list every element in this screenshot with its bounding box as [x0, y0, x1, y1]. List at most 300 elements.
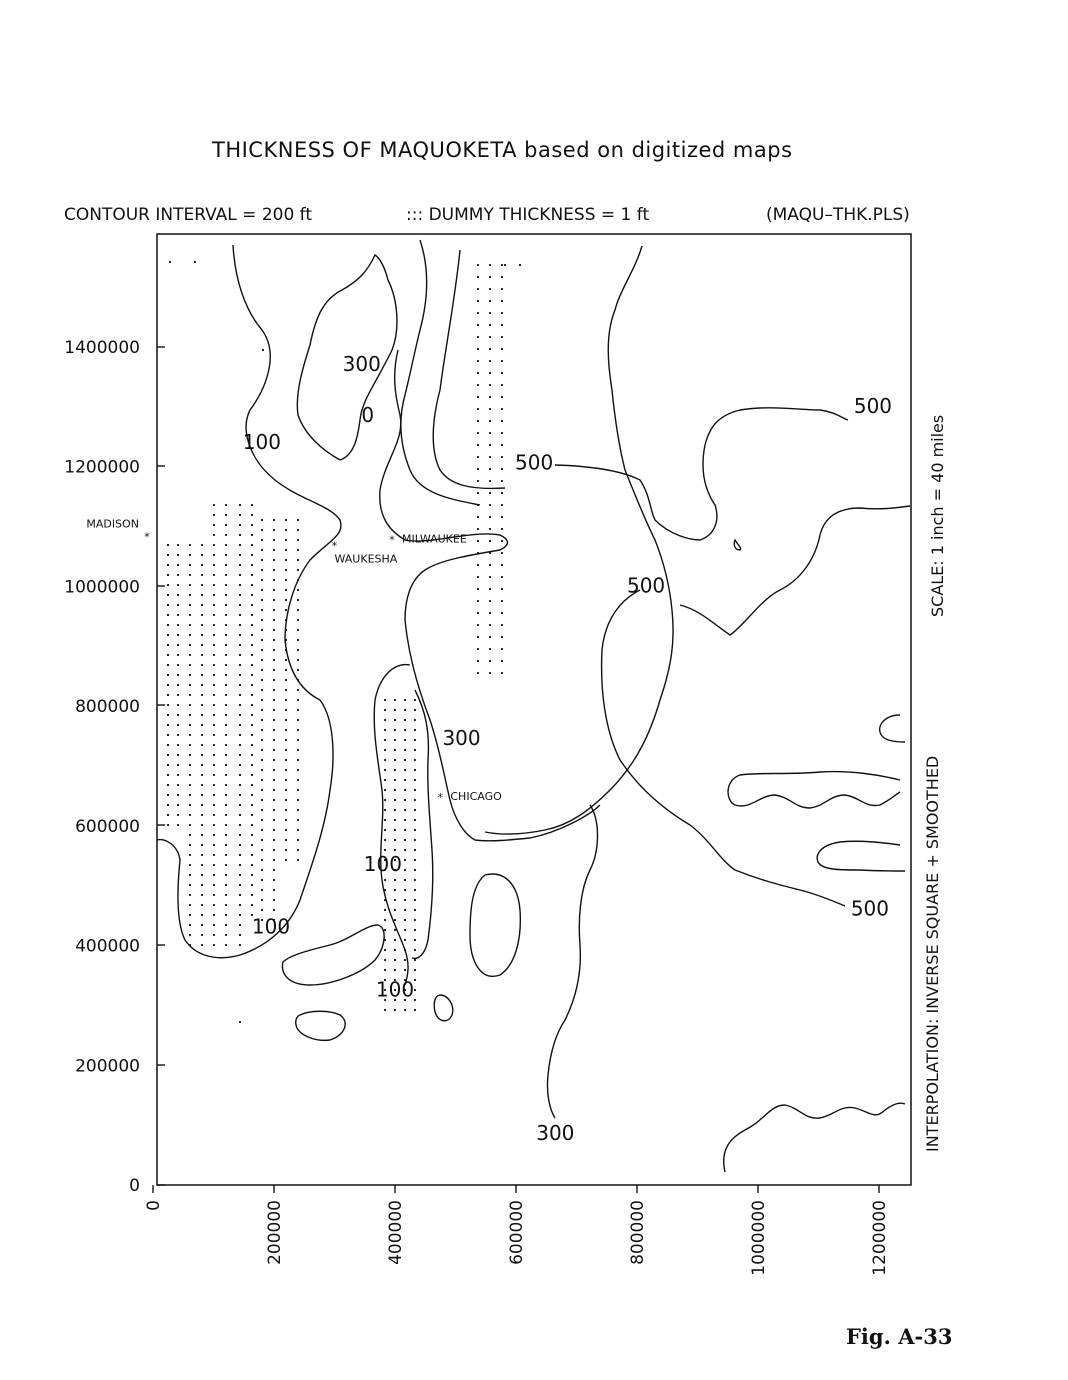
dummy-dot [189, 854, 191, 856]
dummy-dot [404, 919, 406, 921]
contour-loop-4 [734, 540, 740, 550]
dummy-dot [201, 794, 203, 796]
dummy-dot [225, 554, 227, 556]
dummy-dot [189, 684, 191, 686]
dummy-dot [477, 456, 479, 458]
city-label: MILWAUKEE [401, 532, 467, 546]
dummy-dot [239, 654, 241, 656]
dummy-dot [297, 649, 299, 651]
dummy-dot [225, 724, 227, 726]
dummy-dot [501, 564, 503, 566]
dummy-dot [225, 814, 227, 816]
dummy-dot [297, 769, 299, 771]
dummy-dot [501, 624, 503, 626]
dummy-dot [394, 949, 396, 951]
dummy-dot [251, 564, 253, 566]
dummy-dot [414, 949, 416, 951]
dummy-dot [213, 524, 215, 526]
dummy-dot [177, 824, 179, 826]
dummy-dot [201, 854, 203, 856]
dummy-dot [273, 769, 275, 771]
dummy-dot [273, 819, 275, 821]
dummy-dot [213, 654, 215, 656]
dummy-dot [177, 764, 179, 766]
dummy-dot [251, 604, 253, 606]
dummy-dot [213, 884, 215, 886]
y-tick-label: 1400000 [64, 338, 140, 358]
dummy-dot [297, 839, 299, 841]
dummy-dot [251, 814, 253, 816]
dummy-dot [394, 799, 396, 801]
dummy-dot [201, 884, 203, 886]
dummy-dot [273, 789, 275, 791]
dummy-dot [167, 754, 169, 756]
dummy-dot [177, 694, 179, 696]
dummy-dot [414, 859, 416, 861]
dummy-dot [489, 660, 491, 662]
dummy-dot [273, 809, 275, 811]
y-axis-labels [64, 338, 140, 1196]
dummy-dot [273, 839, 275, 841]
dummy-dot [404, 709, 406, 711]
dummy-dot [414, 1009, 416, 1011]
dummy-dot [414, 979, 416, 981]
dummy-dot [297, 609, 299, 611]
dummy-dot [201, 544, 203, 546]
dummy-dot [404, 759, 406, 761]
dummy-dot [167, 764, 169, 766]
dummy-dot [501, 528, 503, 530]
dummy-dot [261, 849, 263, 851]
dummy-dot [251, 824, 253, 826]
dummy-dot [189, 694, 191, 696]
dummy-dot [177, 594, 179, 596]
dummy-dot [239, 614, 241, 616]
dummy-dot [414, 909, 416, 911]
dummy-dot [225, 514, 227, 516]
dummy-dot [225, 564, 227, 566]
dummy-dot [201, 864, 203, 866]
contour-label: 100 [251, 914, 291, 939]
dummy-dot [285, 719, 287, 721]
dummy-dot [261, 859, 263, 861]
dummy-dot [213, 774, 215, 776]
dummy-dot [477, 624, 479, 626]
dummy-dot [225, 854, 227, 856]
city-label: CHICAGO [450, 789, 502, 803]
dummy-dot [177, 774, 179, 776]
dummy-dot [477, 600, 479, 602]
dummy-dot [489, 288, 491, 290]
dummy-dot [177, 724, 179, 726]
dummy-dot [384, 809, 386, 811]
dummy-dot [273, 799, 275, 801]
dummy-dot [285, 529, 287, 531]
dummy-dot [167, 774, 169, 776]
dummy-dot [213, 604, 215, 606]
dummy-dot [489, 480, 491, 482]
dummy-dot [297, 589, 299, 591]
dummy-dot [404, 1009, 406, 1011]
dummy-dot [489, 492, 491, 494]
dummy-dot [225, 684, 227, 686]
dummy-dot [177, 634, 179, 636]
dummy-dot [177, 574, 179, 576]
dummy-dot [273, 709, 275, 711]
dummy-dot [251, 884, 253, 886]
dummy-dot [273, 719, 275, 721]
dummy-dot [285, 649, 287, 651]
dummy-dot [414, 809, 416, 811]
dummy-dot [285, 859, 287, 861]
dummy-dot [213, 824, 215, 826]
dummy-dot [384, 779, 386, 781]
dummy-dot [489, 264, 491, 266]
dummy-dot [285, 579, 287, 581]
dummy-dot [394, 709, 396, 711]
dummy-dot [261, 749, 263, 751]
dummy-dot [285, 609, 287, 611]
contour-label: 100 [375, 977, 415, 1002]
dummy-dot [213, 614, 215, 616]
dummy-dot [213, 794, 215, 796]
dummy-dot [201, 574, 203, 576]
dummy-dot [285, 589, 287, 591]
dummy-dot [261, 609, 263, 611]
dummy-dot [297, 639, 299, 641]
dummy-dot [414, 839, 416, 841]
dummy-dot [297, 749, 299, 751]
dummy-dot [213, 674, 215, 676]
dummy-dot [213, 514, 215, 516]
dummy-dot [239, 604, 241, 606]
dummy-dot [239, 854, 241, 856]
dummy-dot [261, 659, 263, 661]
dummy-dot [489, 360, 491, 362]
dummy-dot [414, 709, 416, 711]
dummy-dot [201, 754, 203, 756]
dummy-dot [297, 539, 299, 541]
dummy-dot [251, 854, 253, 856]
dummy-dot [239, 624, 241, 626]
dummy-dot [239, 504, 241, 506]
y-tick-label: 400000 [75, 936, 140, 957]
dummy-dot [404, 889, 406, 891]
dummy-dot [189, 774, 191, 776]
dummy-dot [384, 719, 386, 721]
dummy-dot [167, 704, 169, 706]
dummy-dot [167, 724, 169, 726]
dummy-dot [477, 264, 479, 266]
dummy-dot [489, 672, 491, 674]
dummy-dot [501, 276, 503, 278]
dummy-dot [501, 372, 503, 374]
dummy-dot [404, 959, 406, 961]
dummy-dot [489, 516, 491, 518]
dummy-dot [251, 554, 253, 556]
dummy-dot [414, 729, 416, 731]
dummy-dot [297, 739, 299, 741]
dummy-dot [167, 614, 169, 616]
dummy-dot [251, 584, 253, 586]
dummy-dot [201, 584, 203, 586]
dummy-dot [273, 899, 275, 901]
dummy-dot [261, 649, 263, 651]
dummy-dot [414, 799, 416, 801]
dummy-dot [394, 719, 396, 721]
dummy-dot [239, 794, 241, 796]
dummy-dot [501, 444, 503, 446]
dummy-dot [261, 519, 263, 521]
dummy-dot [201, 934, 203, 936]
dummy-dot [201, 634, 203, 636]
dummy-dot [273, 629, 275, 631]
dummy-dot [384, 919, 386, 921]
dummy-dot [189, 754, 191, 756]
dummy-dot [297, 599, 299, 601]
dummy-dot [477, 300, 479, 302]
dummy-dot [251, 844, 253, 846]
dummy-dot [189, 594, 191, 596]
dummy-dot [239, 914, 241, 916]
contour-label: 500 [853, 393, 893, 418]
dummy-dot [201, 684, 203, 686]
dummy-dot [285, 789, 287, 791]
y-tick-label: 1200000 [64, 457, 140, 478]
dummy-dot [477, 636, 479, 638]
dummy-dot [225, 884, 227, 886]
figure-label: Fig. A-33 [846, 1324, 953, 1349]
dummy-dot [489, 576, 491, 578]
dummy-dot [394, 749, 396, 751]
dummy-dot [394, 789, 396, 791]
dummy-dot [489, 396, 491, 398]
dummy-dot [167, 544, 169, 546]
dummy-dot [213, 854, 215, 856]
dummy-dot [501, 660, 503, 662]
dummy-dot [477, 552, 479, 554]
dummy-dot [167, 654, 169, 656]
dummy-dot [251, 684, 253, 686]
dummy-dot [477, 528, 479, 530]
dummy-dot [261, 729, 263, 731]
dummy-dot [261, 839, 263, 841]
contour-label: 100 [242, 429, 281, 454]
dummy-dot [251, 784, 253, 786]
dummy-dot [404, 699, 406, 701]
dummy-dot [239, 944, 241, 946]
dummy-dot [489, 612, 491, 614]
contour-lines [157, 240, 910, 1172]
dummy-dot [394, 1009, 396, 1011]
dummy-dot [261, 809, 263, 811]
dummy-dot [213, 864, 215, 866]
dummy-dot [384, 969, 386, 971]
dummy-dot [414, 759, 416, 761]
dummy-dot [489, 432, 491, 434]
dummy-dot [239, 574, 241, 576]
x-tick-label: 200000 [265, 1200, 285, 1265]
dummy-dot [414, 999, 416, 1001]
dummy-dot [404, 869, 406, 871]
dummy-dot [501, 456, 503, 458]
contour-loop-2 [728, 772, 900, 808]
dummy-dot [251, 734, 253, 736]
dummy-dot [239, 734, 241, 736]
contour-interval-note: CONTOUR INTERVAL = 200 ft [64, 205, 313, 225]
dummy-dot [394, 769, 396, 771]
dummy-dot [285, 829, 287, 831]
dummy-dot [251, 704, 253, 706]
dummy-dot [177, 644, 179, 646]
dummy-dot [414, 819, 416, 821]
dummy-dot [414, 869, 416, 871]
dummy-dot [201, 554, 203, 556]
dummy-dot [477, 612, 479, 614]
dummy-dot [489, 372, 491, 374]
dummy-dot [394, 929, 396, 931]
y-tick-label: 600000 [75, 816, 140, 837]
dummy-dot [297, 519, 299, 521]
dummy-dot [414, 699, 416, 701]
dummy-dot [225, 604, 227, 606]
dummy-dot [225, 544, 227, 546]
dummy-dot [189, 764, 191, 766]
dummy-dot [251, 534, 253, 536]
dummy-dot [167, 784, 169, 786]
dummy-dot [261, 909, 263, 911]
dummy-dot [177, 704, 179, 706]
dummy-dot [404, 819, 406, 821]
dummy-dot [189, 544, 191, 546]
dummy-dot [384, 1009, 386, 1011]
dummy-dot [297, 559, 299, 561]
dummy-dot [489, 444, 491, 446]
dummy-dot [189, 884, 191, 886]
dummy-dot [201, 914, 203, 916]
dummy-dot [489, 528, 491, 530]
dummy-dot [201, 664, 203, 666]
dummy-dot [177, 684, 179, 686]
dummy-dot [189, 584, 191, 586]
dummy-dot [167, 744, 169, 746]
dummy-dot [261, 819, 263, 821]
dummy-dot [273, 759, 275, 761]
dummy-dot [213, 554, 215, 556]
dummy-dot [261, 679, 263, 681]
dummy-dot [251, 694, 253, 696]
dummy-dot [501, 264, 503, 266]
dummy-dot [404, 789, 406, 791]
dummy-dot [297, 699, 299, 701]
contour-label: 500 [626, 573, 666, 598]
dummy-dot [177, 564, 179, 566]
dummy-dot [297, 849, 299, 851]
dummy-dot [201, 624, 203, 626]
y-tick-label: 0 [129, 1176, 140, 1196]
dummy-dot [501, 408, 503, 410]
dummy-dot [501, 396, 503, 398]
dummy-dot [285, 739, 287, 741]
dummy-dot [285, 639, 287, 641]
dummy-dot [273, 749, 275, 751]
dummy-dot [251, 614, 253, 616]
dummy-dot [201, 764, 203, 766]
dummy-dot [404, 729, 406, 731]
dummy-dot [189, 654, 191, 656]
dummy-dot [297, 779, 299, 781]
dummy-dot [414, 989, 416, 991]
dummy-dot [297, 719, 299, 721]
dummy-dot [167, 604, 169, 606]
dummy-dot [273, 669, 275, 671]
x-tick-label: 800000 [628, 1200, 648, 1265]
dummy-dot [477, 396, 479, 398]
dummy-dot [285, 539, 287, 541]
dummy-dot [225, 624, 227, 626]
dummy-dot [225, 914, 227, 916]
dummy-dot [384, 799, 386, 801]
dummy-dot [285, 799, 287, 801]
dummy-dot [201, 874, 203, 876]
dummy-dot [167, 554, 169, 556]
dummy-dot [414, 829, 416, 831]
dummy-dot [261, 559, 263, 561]
dummy-dot [213, 704, 215, 706]
dummy-dot [285, 619, 287, 621]
dummy-dot [261, 579, 263, 581]
dummy-dot [201, 674, 203, 676]
dummy-dot [225, 694, 227, 696]
dummy-dot [404, 939, 406, 941]
dummy-dot [213, 894, 215, 896]
dummy-dot [167, 814, 169, 816]
dummy-dot [519, 264, 521, 266]
dummy-dot [201, 804, 203, 806]
dummy-dot [477, 480, 479, 482]
dummy-dot [414, 749, 416, 751]
dummy-dot [501, 468, 503, 470]
x-axis-labels [144, 1200, 890, 1276]
dummy-dot [394, 919, 396, 921]
dummy-dot [414, 959, 416, 961]
contour-label: 300 [442, 726, 481, 751]
contour-label: 500 [515, 450, 554, 475]
contour-label: 0 [361, 402, 375, 427]
contour-loop-8 [434, 995, 452, 1021]
city-star-icon: * [144, 530, 150, 544]
dummy-dot [225, 634, 227, 636]
dummy-dot [261, 639, 263, 641]
dummy-dot [239, 894, 241, 896]
contour-label: 300 [342, 351, 381, 376]
dummy-dot [501, 312, 503, 314]
dummy-dot [201, 844, 203, 846]
dummy-dot [225, 534, 227, 536]
dummy-dot [297, 859, 299, 861]
dummy-dot [384, 839, 386, 841]
dummy-dot [201, 734, 203, 736]
dummy-dot [273, 739, 275, 741]
dummy-dot [273, 889, 275, 891]
dummy-dot [404, 769, 406, 771]
dummy-dot [273, 559, 275, 561]
dummy-dot [477, 372, 479, 374]
dummy-dot [261, 799, 263, 801]
dummy-dot [489, 456, 491, 458]
dummy-dot [251, 794, 253, 796]
dummy-dot [213, 594, 215, 596]
